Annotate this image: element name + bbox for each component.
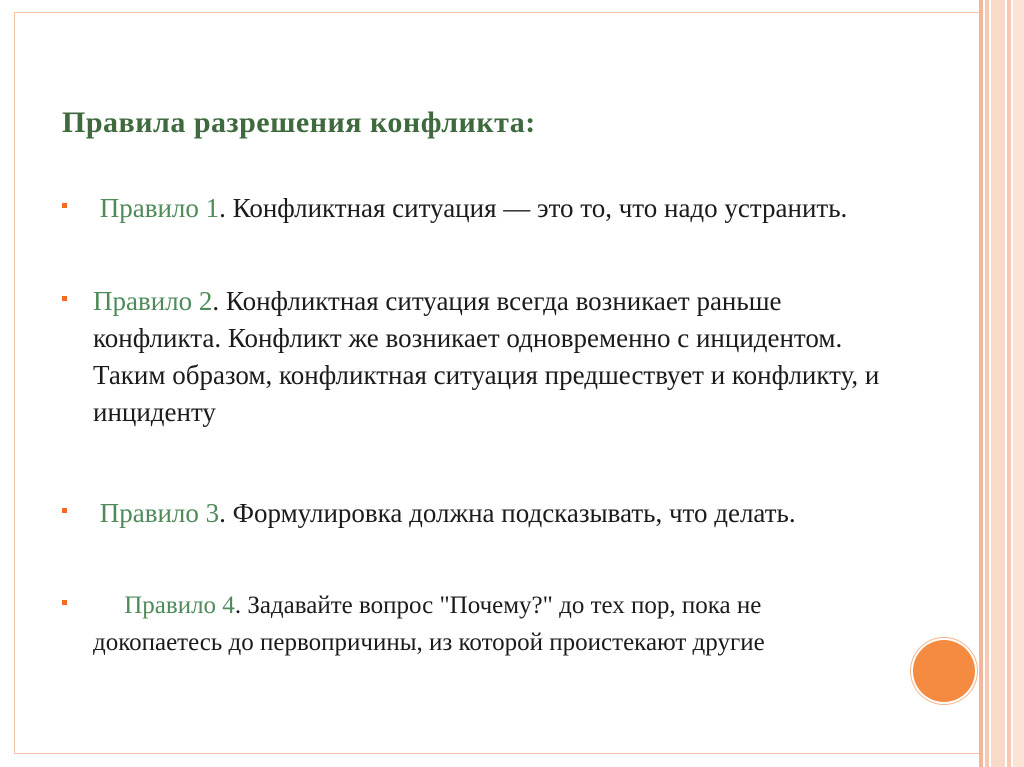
rule-text: . Задавайте вопрос "Почему?" до тех пор, пока не докопаетесь до первопричины, из которой проистекают другие: [93, 592, 765, 656]
rule-text: . Конфликтная ситуация всегда возникает раньше конфликта. Конфликт же возникает одновременно с инцидентом. Таким образом, конфликтная ситуация предшествует и конфликту, и инциденту: [93, 286, 880, 427]
bullet-icon: [62, 600, 67, 605]
rule-item-1: [93, 190, 883, 227]
bullet-icon: [62, 508, 67, 513]
rule-text: . Конфликтная ситуация — это то, что надо устранить.: [219, 193, 848, 223]
rule-label: Правило 2: [93, 286, 213, 316]
bullet-icon: [62, 203, 67, 208]
rule-text: . Формулировка должна подсказывать, что делать.: [219, 498, 796, 528]
rule-item-2: [93, 283, 883, 431]
rule-label: Правило 3: [93, 498, 220, 528]
rule-label: Правило 4: [93, 592, 235, 619]
slide-title: Правила разрешения конфликта:: [62, 106, 536, 139]
bullet-icon: [62, 296, 67, 301]
rule-item-4: [93, 587, 883, 661]
rule-label: Правило 1: [93, 193, 220, 223]
rule-item-3: [93, 495, 883, 532]
